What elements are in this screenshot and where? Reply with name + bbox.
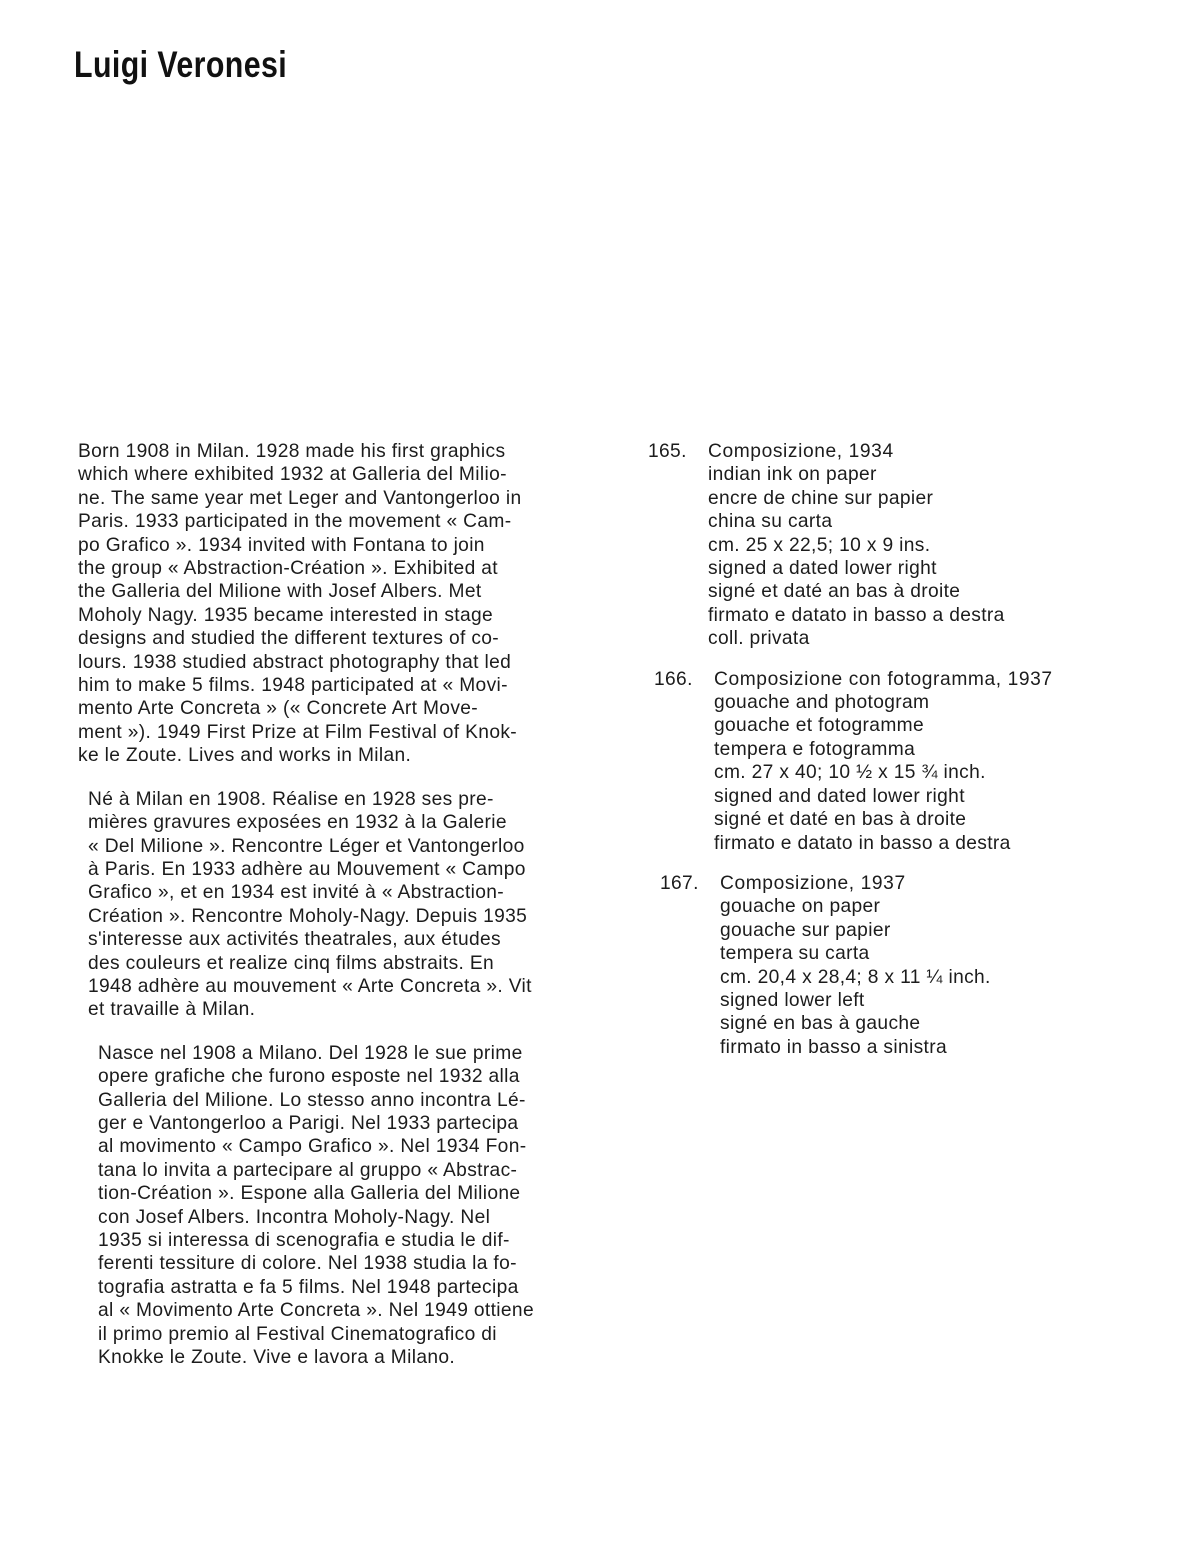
- medium-english: gouache on paper: [720, 896, 881, 918]
- signature-italian: firmato e datato in basso a destra: [708, 604, 1005, 626]
- medium-french: encre de chine sur papier: [708, 487, 934, 509]
- page-title: Luigi Veronesi: [74, 44, 288, 85]
- entry-number: 165.: [648, 441, 687, 462]
- medium-french: gouache sur papier: [720, 919, 891, 941]
- medium-english: indian ink on paper: [708, 464, 877, 486]
- catalogue-entry: [648, 440, 1168, 651]
- medium-french: gouache et fotogramme: [714, 715, 925, 737]
- signature-italian: firmato in basso a sinistra: [720, 1036, 947, 1058]
- dimensions: cm. 20,4 x 28,4; 8 x 11 ¼ inch.: [720, 966, 991, 988]
- signature-french: signé et daté an bas à droite: [708, 581, 961, 603]
- biography-english: Born 1908 in Milan. 1928 made his first graphics which where exhibited 1932 at Galleria del Milio- ne. The same year met Leger and Vantongerloo in Paris. 1933 participated in the movement « Cam- po Grafico ». 1934 invited with Fontana to join the group « Abstraction-Création ». Exhibited at the Galleria del Milione with Josef Albers. Met Moholy Nagy. 1935 became interested in stage designs and studied the different textures of co- lours. 1938 studied abstract photography that led him to make 5 films. 1948 participated at « Movi- mento Arte Concreta » (« Concrete Art Move- ment »). 1949 First Prize at Film Festival of Knok- ke le Zoute. Lives and works in Milan.: [78, 441, 522, 767]
- medium-italian: tempera su carta: [720, 943, 870, 965]
- dimensions: cm. 27 x 40; 10 ½ x 15 ¾ inch.: [714, 762, 986, 784]
- entry-number: 167.: [660, 872, 699, 894]
- entry-details: [720, 872, 991, 1059]
- entry-details: [708, 440, 1005, 651]
- signature-italian: firmato e datato in basso a destra: [714, 832, 1011, 854]
- catalogue-entry: [654, 668, 1168, 855]
- biography-french: Né à Milan en 1908. Réalise en 1928 ses pre- mières gravures exposées en 1932 à la Galerie « Del Milione ». Rencontre Léger et Vantongerloo à Paris. En 1933 adhère au Mouvement « Campo Grafico », et en 1934 est invité à « Abstraction- Création ». Rencontre Moholy-Nagy. Depuis 1935 s'interesse aux activités theatrales, aux études des couleurs et realize cinq films abstraits. En 1948 adhère au mouvement « Arte Concreta ». Vit et travaille à Milan.: [88, 788, 532, 1021]
- artwork-title: Composizione con fotogramma, 1937: [714, 668, 1053, 690]
- dimensions: cm. 25 x 22,5; 10 x 9 ins.: [708, 534, 931, 556]
- artwork-title: Composizione, 1934: [708, 441, 894, 462]
- biography-column: [78, 440, 644, 1369]
- signature-french: signé et daté en bas à droite: [714, 809, 967, 831]
- artwork-title: Composizione, 1937: [720, 872, 906, 894]
- medium-italian: china su carta: [708, 511, 833, 533]
- signature-english: signed a dated lower right: [708, 558, 937, 580]
- signature-english: signed lower left: [720, 989, 865, 1011]
- collection: coll. privata: [708, 628, 810, 650]
- signature-french: signé en bas à gauche: [720, 1013, 921, 1035]
- entry-details: [714, 668, 1053, 855]
- catalogue-list: [648, 440, 1168, 1076]
- signature-english: signed and dated lower right: [714, 785, 965, 807]
- biography-italian: Nasce nel 1908 a Milano. Del 1928 le sue prime opere grafiche che furono esposte nel 1932 alla Galleria del Milione. Lo stesso anno incontra Lé- ger e Vantongerloo a Parigi. Nel 1933 partecipa al movimento « Campo Grafico ». Nel 1934 Fon- tana lo invita a partecipare al gruppo « Abstrac- tion-Création ». Espone alla Galleria del Milione con Josef Albers. Incontra Moholy-Nagy. Nel 1935 si interessa di scenografia e studia le dif- ferenti tessiture di colore. Nel 1938 studia la fo- tografia astratta e fa 5 films. Nel 1948 partecipa al « Movimento Arte Concreta ». Nel 1949 ottiene il primo premio al Festival Cinematografico di Knokke le Zoute. Vive e lavora a Milano.: [98, 1042, 534, 1369]
- medium-english: gouache and photogram: [714, 692, 930, 714]
- entry-number: 166.: [654, 668, 693, 690]
- catalogue-entry: [660, 872, 1168, 1059]
- medium-italian: tempera e fotogramma: [714, 738, 916, 760]
